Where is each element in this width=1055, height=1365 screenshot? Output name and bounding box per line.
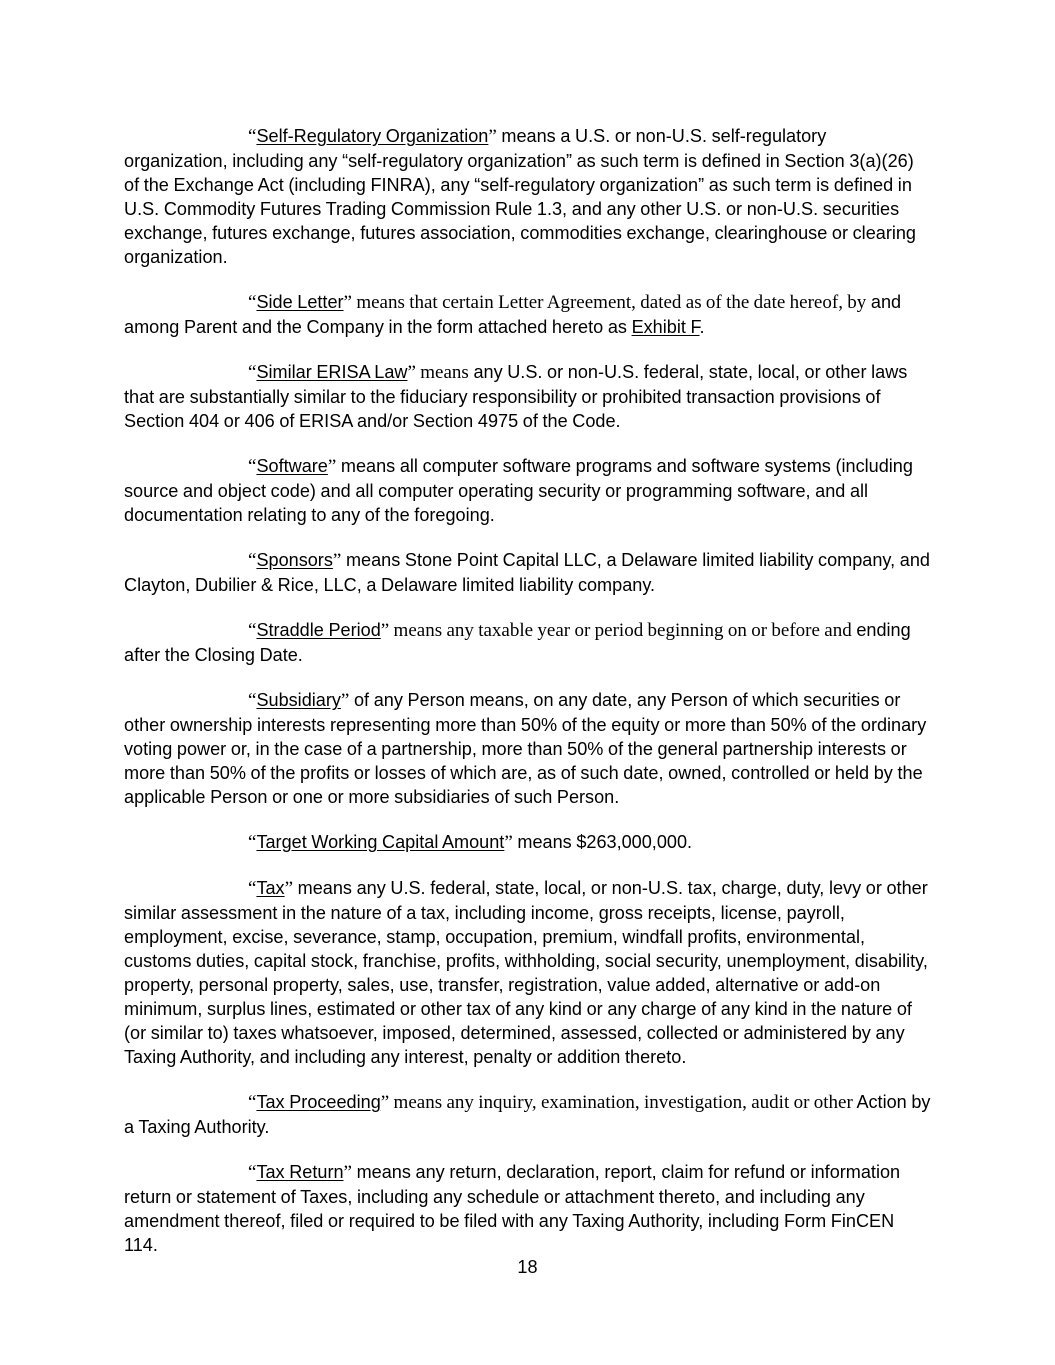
defined-term: Tax: [256, 878, 285, 898]
close-quote: ”: [332, 550, 342, 571]
defined-term: Tax Proceeding: [256, 1092, 381, 1112]
close-quote: ”: [504, 832, 513, 853]
exhibit-reference: Exhibit F: [631, 317, 700, 337]
close-quote: ”: [380, 620, 390, 641]
definition-side-letter: [124, 290, 932, 339]
defined-term: Subsidiary: [256, 690, 341, 710]
open-quote: “: [248, 550, 257, 571]
open-quote: “: [248, 620, 257, 641]
definition-software: [124, 454, 932, 527]
definition-text: means all computer software programs and software systems (including source and object code) and all computer operating security or programming software, and all documentation relating to any of the foregoing.: [124, 456, 913, 525]
definition-similar-erisa-law: [124, 360, 932, 433]
definition-tax-proceeding: [124, 1090, 932, 1139]
defined-term: Similar ERISA Law: [256, 362, 408, 382]
definition-tax-return: [124, 1160, 932, 1257]
definition-sponsors: [124, 548, 932, 597]
open-quote: “: [248, 690, 257, 711]
close-quote: ”: [284, 878, 294, 899]
close-quote: ”: [340, 690, 350, 711]
close-quote: ”: [343, 292, 352, 313]
definition-text: ending after the Closing Date.: [124, 620, 911, 665]
definition-straddle-period: [124, 618, 932, 667]
open-quote: “: [248, 878, 257, 899]
open-quote: “: [248, 1092, 257, 1113]
definition-text: means any return, declaration, report, claim for refund or information return or statement of Taxes, including any schedule or attachment thereto, and including any amendment thereof, filed or required to be filed with any Taxing Authority, including Form FinCEN 114.: [124, 1162, 901, 1255]
open-quote: “: [248, 362, 257, 383]
open-quote: “: [248, 1162, 257, 1183]
definition-text-serif: means any taxable year or period beginning on or before and: [389, 620, 852, 641]
definition-text: means a U.S. or non-U.S. self-regulatory organization, including any “self-regulatory organization” as such term is defined in Section 3(a)(26) of the Exchange Act (including FINRA), any “self-regulatory organization” as such term is defined in U.S. Commodity Futures Trading Commission Rule 1.3, and any other U.S. or non-U.S. securities exchange, futures exchange, futures association, commodities exchange, clearinghouse or clearing organization.: [124, 126, 916, 267]
definition-text: means any U.S. federal, state, local, or non-U.S. tax, charge, duty, levy or other similar assessment in the nature of a tax, including income, gross receipts, license, payroll, employment, excise, severance, stamp, occupation, premium, windfall profits, environmental, customs duties, capital stock, franchise, profits, withholding, social security, unemployment, disability, property, personal property, sales, use, transfer, registration, value added, alternative or add-on minimum, surplus lines, estimated or other tax of any kind or any charge of any kind in the nature of (or similar to) taxes whatsoever, imposed, determined, assessed, collected or administered by any Taxing Authority, and including any interest, penalty or addition thereto.: [124, 878, 928, 1067]
definition-target-working-capital-amount: [124, 830, 932, 855]
definition-text: means Stone Point Capital LLC, a Delaware limited liability company, and Clayton, Dubilier & Rice, LLC, a Delaware limited liability company.: [124, 550, 930, 595]
defined-term: Software: [256, 456, 328, 476]
defined-term: Self-Regulatory Organization: [256, 126, 489, 146]
definition-self-regulatory-organization: [124, 124, 932, 269]
definition-text-serif: means: [415, 362, 469, 383]
defined-term: Side Letter: [256, 292, 344, 312]
definition-text: Action by a Taxing Authority.: [124, 1092, 931, 1137]
document-page: [124, 124, 932, 1278]
definition-text-serif: means that certain Letter Agreement, dated as of the date hereof, by: [351, 292, 867, 313]
defined-term: Tax Return: [256, 1162, 344, 1182]
defined-term: Target Working Capital Amount: [256, 832, 505, 852]
open-quote: “: [248, 456, 257, 477]
definition-text-end: .: [699, 317, 705, 337]
close-quote: ”: [488, 126, 497, 147]
open-quote: “: [248, 832, 257, 853]
close-quote: ”: [343, 1162, 352, 1183]
definition-text-serif: means any inquiry, examination, investigation, audit or other: [389, 1092, 853, 1113]
open-quote: “: [248, 292, 257, 313]
definition-text: and among Parent and the Company in the form attached hereto as: [124, 292, 902, 337]
close-quote: ”: [327, 456, 337, 477]
close-quote: ”: [407, 362, 416, 383]
open-quote: “: [248, 126, 257, 147]
definition-tax: [124, 876, 932, 1069]
close-quote: ”: [380, 1092, 390, 1113]
defined-term: Straddle Period: [256, 620, 381, 640]
page-number: 18: [517, 1257, 538, 1277]
definition-text: any U.S. or non-U.S. federal, state, local, or other laws that are substantially similar to the fiduciary responsibility or prohibited transaction provisions of Section 404 or 406 of ERISA and/or Section 4975 of the Code.: [124, 362, 908, 431]
definition-text: means $263,000,000.: [512, 832, 693, 852]
definition-text: of any Person means, on any date, any Person of which securities or other ownership interests representing more than 50% of the equity or more than 50% of the ordinary voting power or, in the case of a partnership, more than 50% of the general partnership interests or more than 50% of the profits or losses of which are, as of such date, owned, controlled or held by the applicable Person or one or more subsidiaries of such Person.: [124, 690, 927, 807]
defined-term: Sponsors: [256, 550, 333, 570]
definition-subsidiary: [124, 688, 932, 809]
